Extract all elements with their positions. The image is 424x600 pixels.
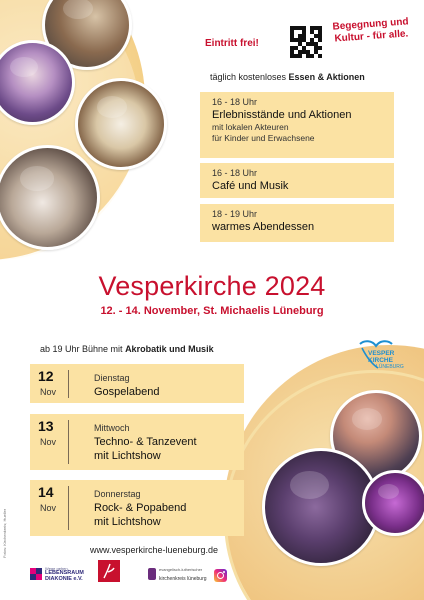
evening-event	[30, 414, 244, 470]
divider	[68, 420, 69, 464]
event-dates-location: 12. - 14. November, St. Michaelis Lüneburg	[100, 305, 324, 317]
page-title: Vesperkirche 2024	[98, 271, 326, 301]
kirchenkreis-emblem-icon	[148, 568, 156, 580]
program-title: Erlebnisstände und Aktionen	[212, 109, 352, 121]
program-box	[200, 163, 394, 198]
logo-name-line-1: LEBENSRAUM	[45, 570, 84, 576]
logo-line-3: LÜNEBURG	[376, 364, 404, 370]
kirchenkreis-line-1: evangelisch-lutherischer	[159, 567, 203, 572]
instagram-icon[interactable]	[214, 569, 227, 582]
church-emblem-icon[interactable]	[98, 560, 120, 582]
website-link[interactable]: www.vesperkirche-lueneburg.de	[90, 545, 219, 555]
event-title	[94, 435, 197, 463]
event-title-line-1: Techno- & Tanzevent	[94, 436, 197, 448]
daily-intro-bold: Essen & Aktionen	[288, 72, 365, 82]
logo-line-2: KIRCHE	[368, 357, 393, 364]
diakonie-logo-icon	[30, 568, 42, 580]
program-subtitle: mit lokalen Akteuren	[212, 122, 289, 132]
photo-food-plate	[75, 78, 167, 170]
photo-activity-table	[0, 145, 100, 250]
evening-event	[30, 480, 244, 536]
event-weekday: Mittwoch	[94, 423, 130, 433]
event-month: Nov	[40, 387, 57, 397]
event-month: Nov	[40, 437, 57, 447]
vesperkirche-logo-text	[368, 350, 394, 364]
evening-event	[30, 364, 244, 403]
kirchenkreis-line-2: kirchenkreis lüneburg	[159, 576, 207, 582]
event-day: 13	[38, 418, 54, 434]
daily-intro	[210, 72, 365, 82]
photo-credit: Fotos: Kirchenkreis; Hueller	[2, 508, 7, 558]
event-day: 14	[38, 484, 54, 500]
qr-code-icon[interactable]	[290, 26, 322, 58]
event-day: 12	[38, 368, 54, 384]
logo-tagline: Wege gehen.	[45, 566, 69, 571]
program-time: 16 - 18 Uhr	[212, 97, 258, 107]
logo-line-1: VESPER	[368, 350, 395, 357]
event-title-line-1: Rock- & Popabend	[94, 502, 187, 514]
logo-name-line-2: DIAKONIE e.V.	[45, 576, 83, 582]
program-box	[200, 92, 394, 158]
divider	[68, 370, 69, 398]
event-title	[94, 501, 186, 529]
entry-free-label: Eintritt frei!	[205, 38, 259, 49]
vesperkirche-logo	[356, 338, 412, 372]
program-time: 16 - 18 Uhr	[212, 168, 258, 178]
photo-lightshow	[362, 470, 424, 536]
kirchenkreis-logo[interactable]	[148, 566, 210, 584]
evening-intro-bold: Akrobatik und Musik	[125, 344, 214, 354]
evening-intro	[40, 344, 214, 354]
program-box	[200, 204, 394, 242]
divider	[68, 486, 69, 530]
slogan: Begegnung und Kultur - für alle.	[332, 16, 409, 45]
program-title: Café und Musik	[212, 180, 289, 192]
event-weekday: Dienstag	[94, 373, 130, 383]
event-title-line-2: mit Lichtshow	[94, 516, 161, 528]
daily-intro-prefix: täglich kostenloses	[210, 72, 289, 82]
event-weekday: Donnerstag	[94, 489, 141, 499]
evening-intro-prefix: ab 19 Uhr Bühne mit	[40, 344, 126, 354]
program-title: warmes Abendessen	[212, 221, 315, 233]
event-month: Nov	[40, 503, 57, 513]
event-title	[94, 385, 159, 399]
emblem-glyph	[98, 560, 120, 582]
program-time: 18 - 19 Uhr	[212, 209, 258, 219]
event-title-line-2: mit Lichtshow	[94, 450, 161, 462]
diakonie-logo[interactable]	[30, 566, 88, 582]
program-subtitle: für Kinder und Erwachsene	[212, 133, 315, 143]
event-title-line-1: Gospelabend	[94, 386, 160, 398]
